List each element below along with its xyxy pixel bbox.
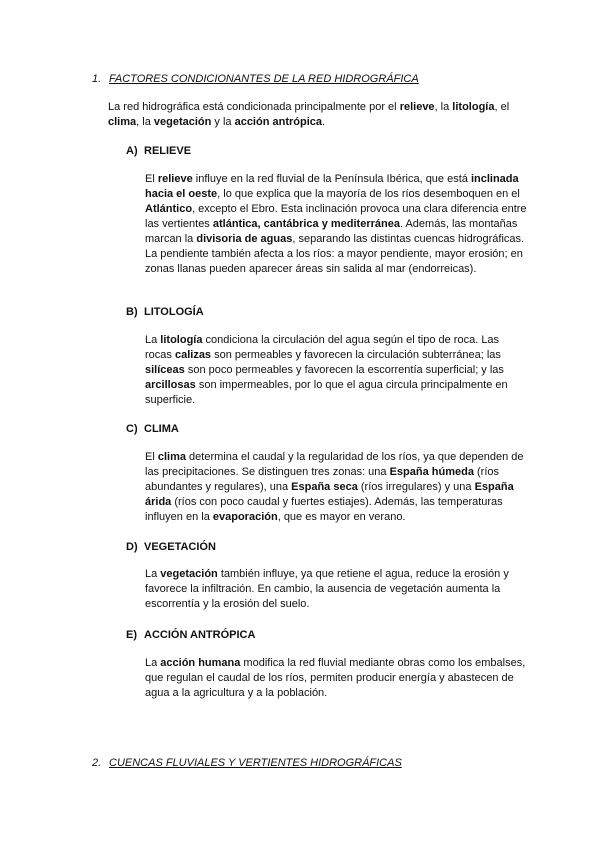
intro-text: .: [322, 116, 326, 128]
subsection-letter: D): [126, 541, 138, 553]
subsection-title: VEGETACIÓN: [144, 541, 216, 553]
litologia-paragraph: [145, 333, 527, 408]
subsection-letter: B): [126, 306, 138, 318]
paragraph-text: influye en la red fluvial de la Península Ibérica, que está: [192, 173, 471, 185]
intro-text: La red hidrográfica está condicionada principalmente por el: [108, 101, 400, 113]
section-1-number: 1.: [92, 73, 102, 85]
paragraph-bold: divisoria de aguas: [196, 233, 293, 245]
subsection-title: CLIMA: [144, 423, 179, 435]
relieve-paragraph: [145, 172, 527, 277]
subsection-litologia-heading: [126, 305, 204, 320]
paragraph-text: , separando las distintas cuencas hidrográficas. La pendiente también afecta a los ríos: a mayor pendiente, mayor erosión; en zonas llanas pueden aparecer áreas sin salida al mar (endorreicas).: [145, 233, 525, 275]
paragraph-text: El: [145, 451, 158, 463]
paragraph-text: , excepto el Ebro. Esta inclinación provoca una clara diferencia entre las vertientes: [145, 203, 527, 230]
paragraph-text: son poco permeables y favorecen la escorrentía superficial; y las: [184, 364, 504, 376]
subsection-vegetacion-heading: [126, 540, 216, 555]
paragraph-text: modifica la red fluvial mediante obras como los embalses, que regulan el caudal de los ríos, permiten producir energía y abastecen de agua a la agricultura y a la población.: [145, 657, 526, 699]
paragraph-bold: relieve: [157, 173, 193, 185]
intro-bold: litología: [452, 101, 495, 113]
paragraph-text: La: [145, 568, 161, 580]
paragraph-bold: acción humana: [160, 657, 241, 669]
subsection-title: RELIEVE: [144, 145, 192, 157]
paragraph-bold: evaporación: [212, 511, 278, 523]
paragraph-bold: litología: [160, 334, 203, 346]
intro-text: , la: [434, 101, 453, 113]
paragraph-text: (ríos con poco caudal y fuertes estiajes). Además, las temperaturas influyen en la: [145, 496, 503, 523]
paragraph-bold: Atlántico: [145, 203, 193, 215]
paragraph-text: (ríos irregulares) y una: [357, 481, 475, 493]
intro-bold: vegetación: [153, 116, 212, 128]
paragraph-text: son permeables y favorecen la circulación subterránea; las: [211, 349, 501, 361]
subsection-title: ACCIÓN ANTRÓPICA: [144, 629, 256, 641]
paragraph-text: , lo que explica que la mayoría de los ríos desemboquen en el: [217, 188, 520, 200]
section-2-heading: CUENCAS FLUVIALES Y VERTIENTES HIDROGRÁFICAS: [109, 757, 402, 769]
subsection-antropica-heading: [126, 628, 255, 643]
subsection-letter: C): [126, 423, 138, 435]
paragraph-text: (ríos abundantes y regulares), una: [145, 466, 500, 493]
paragraph-bold: España árida: [145, 481, 514, 508]
section-2-title: [92, 756, 402, 771]
subsection-relieve-heading: [126, 144, 191, 159]
intro-bold: relieve: [399, 101, 435, 113]
subsection-title: LITOLOGÍA: [144, 306, 204, 318]
subsection-clima-heading: [126, 422, 179, 437]
paragraph-text: también influye, ya que retiene el agua, reduce la erosión y favorece la infiltración. En cambio, la ausencia de vegetación aumenta la escorrentía y la erosión del suelo.: [145, 568, 509, 610]
subsection-letter: A): [126, 145, 138, 157]
paragraph-bold: inclinada hacia el oeste: [145, 173, 519, 200]
paragraph-bold: atlántica, cantábrica y mediterránea: [212, 218, 400, 230]
intro-text: y la: [211, 116, 235, 128]
paragraph-bold: España húmeda: [389, 466, 474, 478]
section-2-number: 2.: [92, 757, 102, 769]
antropica-paragraph: [145, 656, 527, 701]
paragraph-text: , que es mayor en verano.: [277, 511, 406, 523]
subsection-letter: E): [126, 629, 137, 641]
paragraph-bold: silíceas: [145, 364, 185, 376]
paragraph-text: determina el caudal y la regularidad de los ríos, ya que dependen de las precipitaciones. Se distinguen tres zonas: una: [145, 451, 524, 478]
intro-bold: clima: [108, 116, 137, 128]
section-1-title: [92, 72, 419, 87]
paragraph-bold: España seca: [291, 481, 358, 493]
intro-text: , el: [494, 101, 510, 113]
section-1-heading: FACTORES CONDICIONANTES DE LA RED HIDROGRÁFICA: [109, 73, 419, 85]
paragraph-text: . Además, las montañas marcan la: [145, 218, 518, 245]
paragraph-bold: clima: [157, 451, 186, 463]
paragraph-text: son impermeables, por lo que el agua circula principalmente en superficie.: [145, 379, 508, 406]
paragraph-text: La: [145, 657, 161, 669]
intro-paragraph: [108, 100, 528, 130]
intro-bold: acción antrópica: [234, 116, 322, 128]
paragraph-text: condiciona la circulación del agua según el tipo de roca. Las rocas: [145, 334, 500, 361]
paragraph-bold: calizas: [174, 349, 212, 361]
intro-text: , la: [136, 116, 154, 128]
paragraph-text: El: [145, 173, 158, 185]
clima-paragraph: [145, 450, 527, 525]
paragraph-text: La: [145, 334, 161, 346]
vegetacion-paragraph: [145, 567, 527, 612]
paragraph-bold: vegetación: [160, 568, 218, 580]
paragraph-bold: arcillosas: [145, 379, 196, 391]
